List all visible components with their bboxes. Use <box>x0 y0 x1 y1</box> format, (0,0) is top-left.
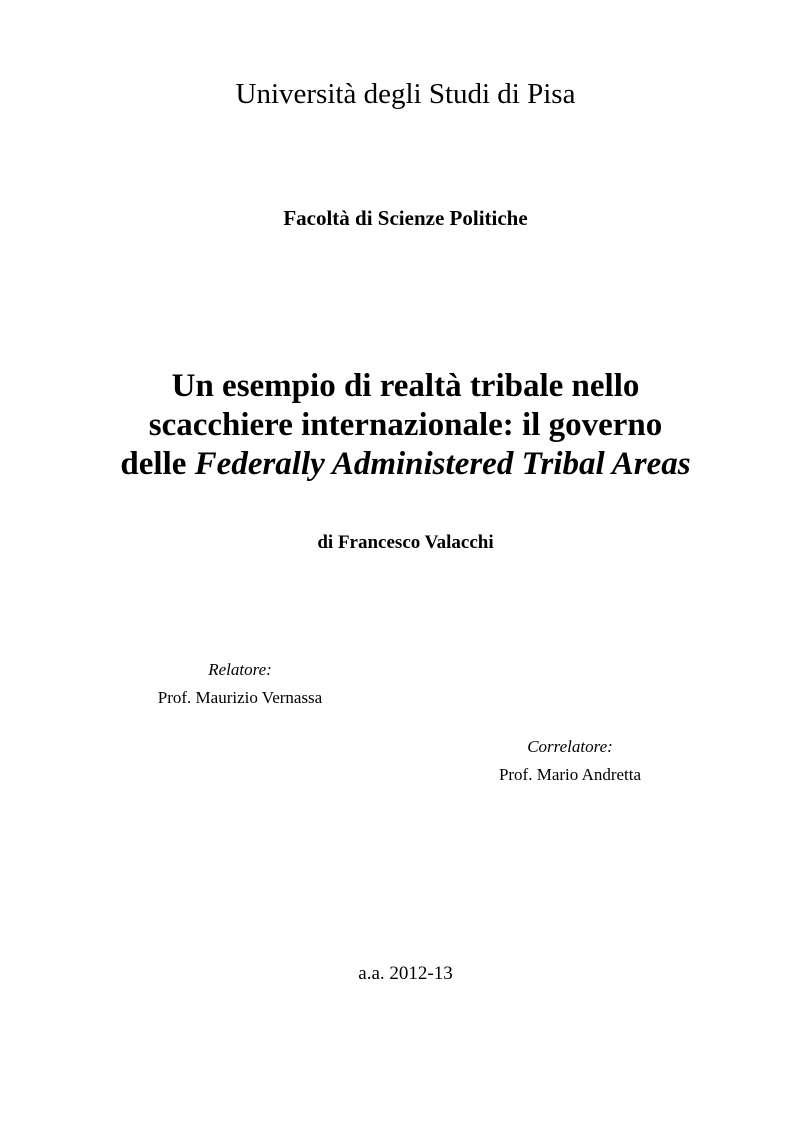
author-line: di Francesco Valacchi <box>317 532 494 553</box>
thesis-title-line-2: scacchiere internazionale: il governo <box>148 407 663 443</box>
thesis-title <box>0 367 793 484</box>
faculty-name: Facoltà di Scienze Politiche <box>283 206 528 230</box>
relatore-block <box>140 659 340 709</box>
correlatore-label: Correlatore: <box>527 737 613 756</box>
academic-year: a.a. 2012-13 <box>358 963 453 984</box>
university-name: Università degli Studi di Pisa <box>235 78 576 110</box>
relatore-name: Prof. Maurizio Vernassa <box>157 688 323 707</box>
correlatore-name: Prof. Mario Andretta <box>498 765 642 784</box>
thesis-title-line-3-prefix: delle <box>120 446 195 482</box>
thesis-title-line-1: Un esempio di realtà tribale nello <box>171 368 640 404</box>
thesis-title-italic-subject: Federally Administered Tribal Areas <box>194 446 691 482</box>
thesis-title-line-3 <box>18 445 793 484</box>
correlatore-block <box>470 736 670 786</box>
relatore-label: Relatore: <box>208 660 272 679</box>
